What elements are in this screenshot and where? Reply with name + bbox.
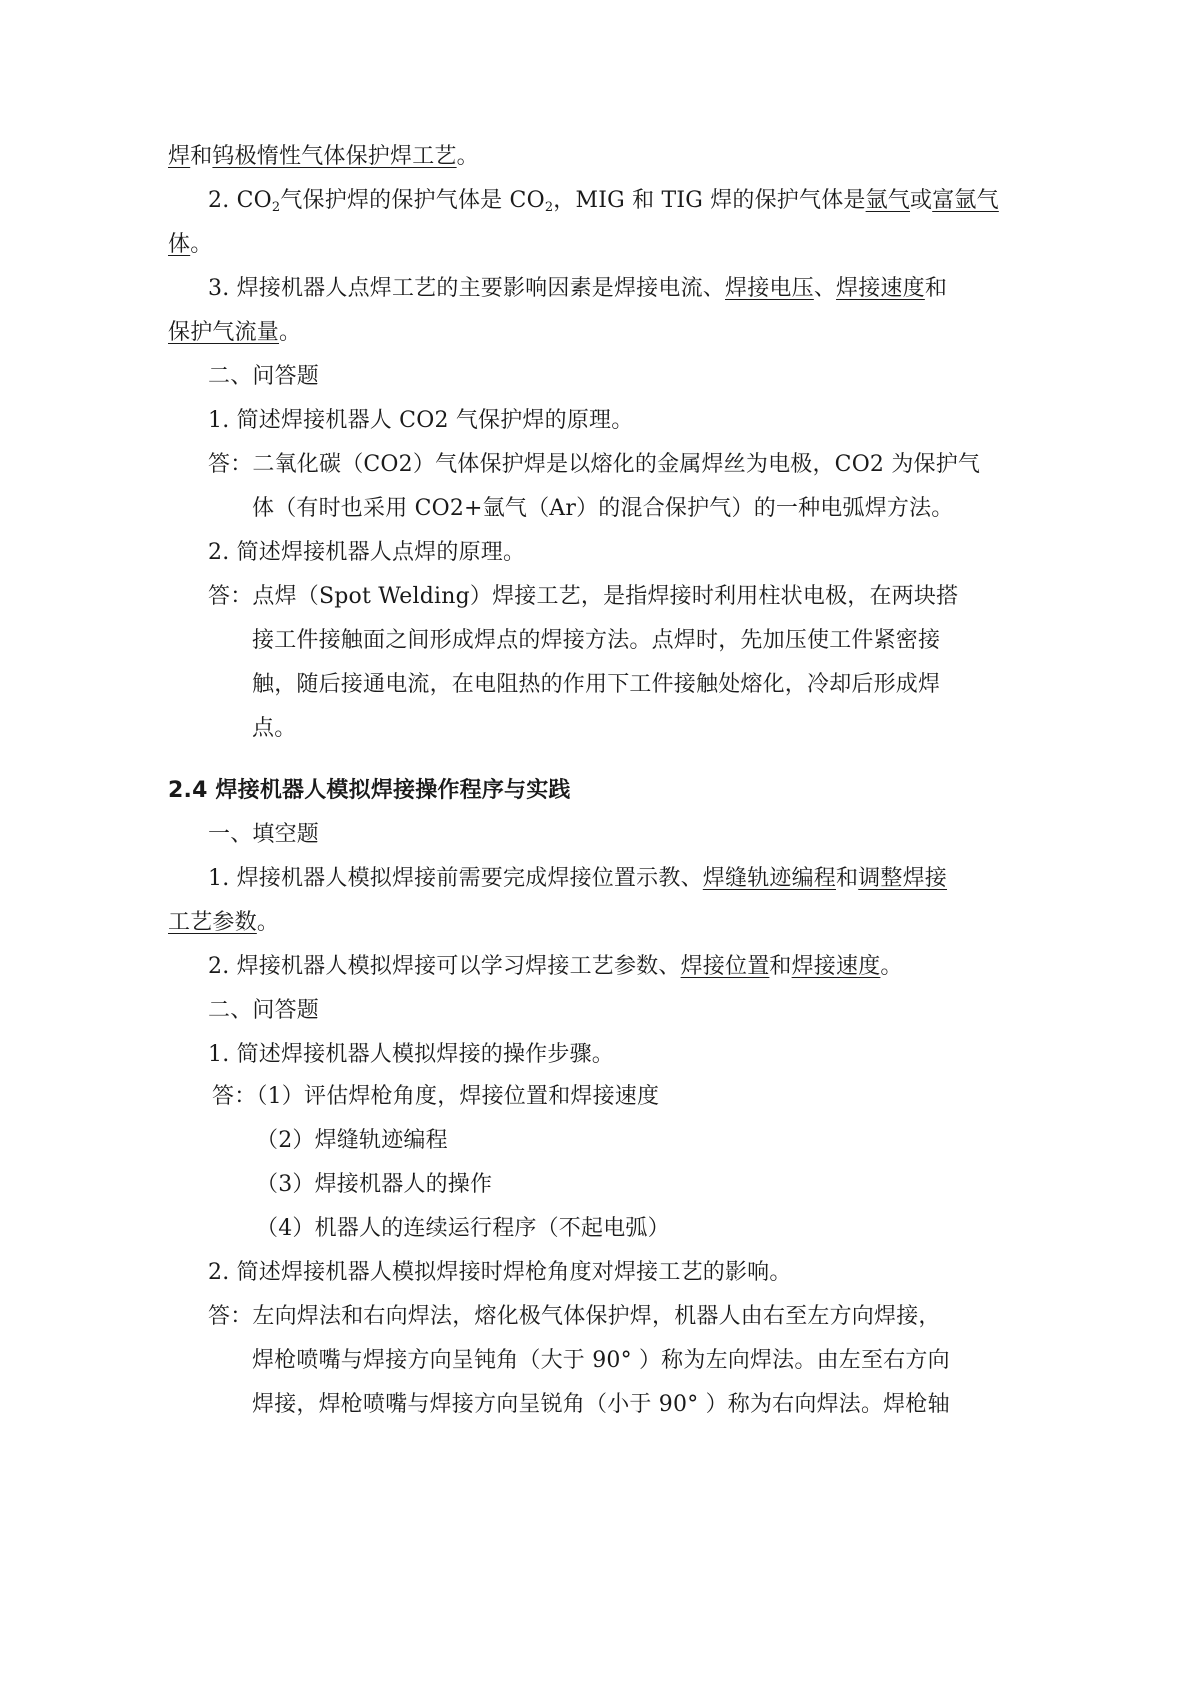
fill-answer-line-1: 焊和钨极惰性气体保护焊工艺。: [168, 144, 479, 169]
answer-1-line-2: （2）焊缝轨迹编程: [256, 1128, 448, 1153]
answer-2-line-2: 接工件接触面之间形成焊点的焊接方法。点焊时，先加压使工件紧密接: [252, 628, 941, 653]
blank-answer: 保护气流量: [168, 320, 280, 345]
qa-heading: 二、问答题: [208, 364, 320, 389]
answer-1-line-1: 答：二氧化碳（CO2）气体保护焊是以熔化的金属焊丝为电极，CO2 为保护气: [208, 452, 981, 477]
blank-answer: 焊缝轨迹编程: [702, 866, 836, 891]
answer-1-line-1: 答：（1）评估焊枪角度，焊接位置和焊接速度: [212, 1084, 660, 1109]
answer-2-line-3: 触，随后接通电流，在电阻热的作用下工件接触处熔化，冷却后形成焊: [252, 672, 941, 697]
answer-1-line-3: （3）焊接机器人的操作: [256, 1172, 493, 1197]
fill-question-3-cont: 保护气流量。: [168, 320, 302, 345]
blank-answer: 调整焊接: [858, 866, 948, 891]
fill-question-2-cont: 体。: [168, 232, 213, 257]
fill-question-3: 3. 焊接机器人点焊工艺的主要影响因素是焊接电流、焊接电压、焊接速度和: [208, 276, 948, 301]
fill-question-1: 1. 焊接机器人模拟焊接前需要完成焊接位置示教、焊缝轨迹编程和调整焊接: [208, 866, 948, 891]
blank-answer: 焊: [168, 144, 191, 169]
blank-answer: 焊接电压: [725, 276, 814, 301]
answer-2-line-3: 焊接，焊枪喷嘴与焊接方向呈锐角（小于 90° ）称为右向焊法。焊枪轴: [252, 1392, 950, 1417]
answer-2-line-1: 答：左向焊法和右向焊法，熔化极气体保护焊，机器人由右至左方向焊接，: [208, 1304, 941, 1329]
fill-question-1-cont: 工艺参数。: [168, 910, 280, 935]
blank-answer: 焊接速度: [836, 276, 925, 301]
section-title: 2.4 焊接机器人模拟焊接操作程序与实践: [168, 778, 571, 803]
fill-question-2: 2. 焊接机器人模拟焊接可以学习焊接工艺参数、焊接位置和焊接速度。: [208, 954, 903, 979]
answer-2-line-4: 点。: [252, 716, 297, 741]
question-1: 1. 简述焊接机器人模拟焊接的操作步骤。: [208, 1042, 614, 1067]
blank-answer: 钨极惰性气体保护焊工艺: [212, 144, 457, 169]
blank-answer: 工艺参数: [168, 910, 257, 935]
blank-answer: 焊接速度: [791, 954, 881, 979]
answer-1-line-4: （4）机器人的连续运行程序（不起电弧）: [256, 1216, 670, 1241]
blank-answer: 氩气: [865, 188, 911, 213]
answer-2-line-2: 焊枪喷嘴与焊接方向呈钝角（大于 90° ）称为左向焊法。由左至右方向: [252, 1348, 950, 1373]
answer-2-line-1: 答：点焊（Spot Welding）焊接工艺，是指焊接时利用柱状电极，在两块搭: [208, 584, 959, 609]
question-1: 1. 简述焊接机器人 CO2 气保护焊的原理。: [208, 408, 634, 433]
answer-1-line-2: 体（有时也采用 CO2+氩气（Ar）的混合保护气）的一种电弧焊方法。: [252, 496, 954, 521]
blank-answer: 焊接位置: [680, 954, 770, 979]
blank-answer: 体: [168, 232, 191, 257]
question-2: 2. 简述焊接机器人点焊的原理。: [208, 540, 526, 565]
question-2: 2. 简述焊接机器人模拟焊接时焊枪角度对焊接工艺的影响。: [208, 1260, 792, 1285]
fill-question-2: 2. $CO_2$气保护焊的保护气体是 $CO_2$，MIG 和 TIG 焊的保护气体是氩气或富氩气: [208, 188, 999, 215]
qa-heading: 二、问答题: [208, 998, 320, 1023]
fill-heading: 一、填空题: [208, 822, 320, 847]
blank-answer: 富氩气: [932, 188, 999, 213]
